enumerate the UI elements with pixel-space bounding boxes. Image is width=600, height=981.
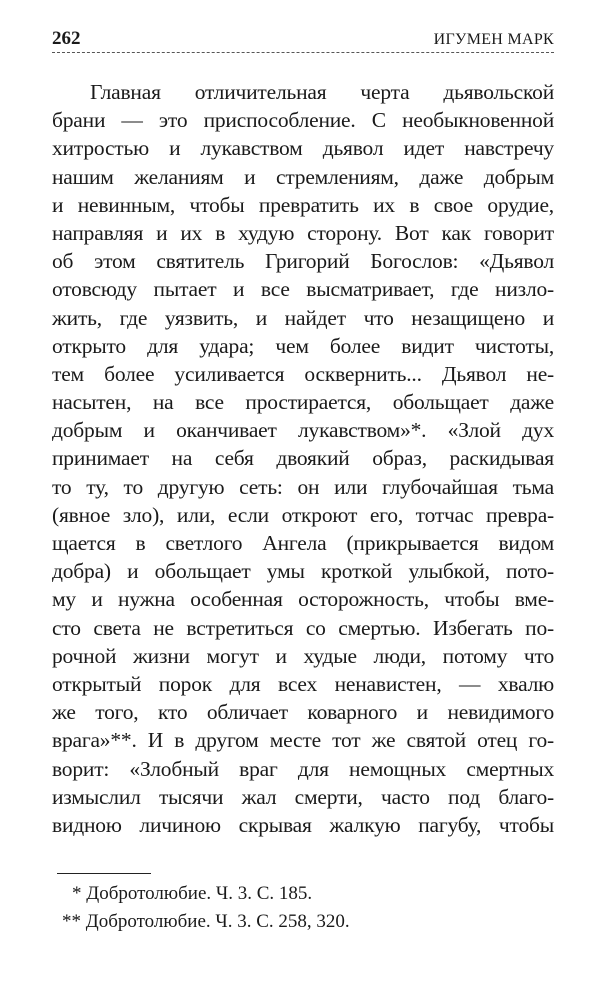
text-line: брани — это приспособление. С необыкновенной (52, 108, 554, 133)
text-line: открыто для удара; чем более видит чистоты, (52, 333, 554, 358)
text-line: же того, кто обличает коварного и невидимого (52, 700, 554, 725)
text-line: му и нужна особенная осторожность, чтобы вме- (52, 587, 554, 612)
text-line: измыслил тысячи жал смерти, часто под благо- (52, 784, 554, 809)
text-line: отовсюду пытает и все высматривает, где низло- (52, 277, 554, 302)
text-line: ворит: «Злобный враг для немощных смертных (52, 756, 554, 781)
text-line: сто света не встретиться со смертью. Избегать по- (52, 615, 554, 640)
footnote: ** Добротолюбие. Ч. 3. С. 258, 320. (62, 911, 350, 932)
footnote-divider (57, 873, 151, 874)
text-line: Главная отличительная черта дьявольской (90, 80, 554, 104)
text-line: добрым и оканчивает лукавством»*. «Злой дух (52, 418, 554, 443)
footnote: * Добротолюбие. Ч. 3. С. 185. (72, 883, 313, 904)
text-line: насытен, на все простирается, обольщает даже (52, 390, 554, 415)
text-line: (явное зло), или, если откроют его, тотчас превра- (52, 502, 554, 527)
text-line: добра) и обольщает умы кроткой улыбкой, пото- (52, 559, 554, 584)
text-line: направляя и их в худую сторону. Вот как говорит (52, 220, 554, 245)
text-line: принимает на себя двоякий образ, раскидывая (52, 446, 554, 471)
footnotes (62, 880, 350, 936)
text-line: видною личиною скрывая жалкую пагубу, чтобы (52, 812, 554, 837)
text-line: открытый порок для всех ненавистен, — хвалю (52, 671, 554, 696)
text-line: нашим желаниям и стремлениям, даже добрым (52, 164, 554, 189)
text-line: и невинным, чтобы превратить их в свое орудие, (52, 192, 554, 217)
body-text (52, 78, 554, 839)
text-line: жить, где уязвить, и найдет что незащищено и (52, 305, 554, 330)
text-line: хитростью и лукавством дьявол идет навстречу (52, 136, 554, 161)
text-line: рочной жизни могут и худые люди, потому что (52, 643, 554, 668)
page-number: 262 (52, 28, 81, 49)
running-title: ИГУМЕН МАРК (433, 31, 554, 48)
text-line: тем более усиливается осквернить... Дьявол не- (52, 361, 554, 386)
text-line: щается в светлого Ангела (прикрывается видом (52, 531, 554, 555)
text-line: то ту, то другую сеть: он или глубочайшая тьма (52, 474, 554, 499)
text-line: об этом святитель Григорий Богослов: «Дьявол (52, 249, 554, 274)
page-header (52, 26, 554, 53)
text-line: врага»**. И в другом месте тот же святой отец го- (52, 728, 554, 753)
